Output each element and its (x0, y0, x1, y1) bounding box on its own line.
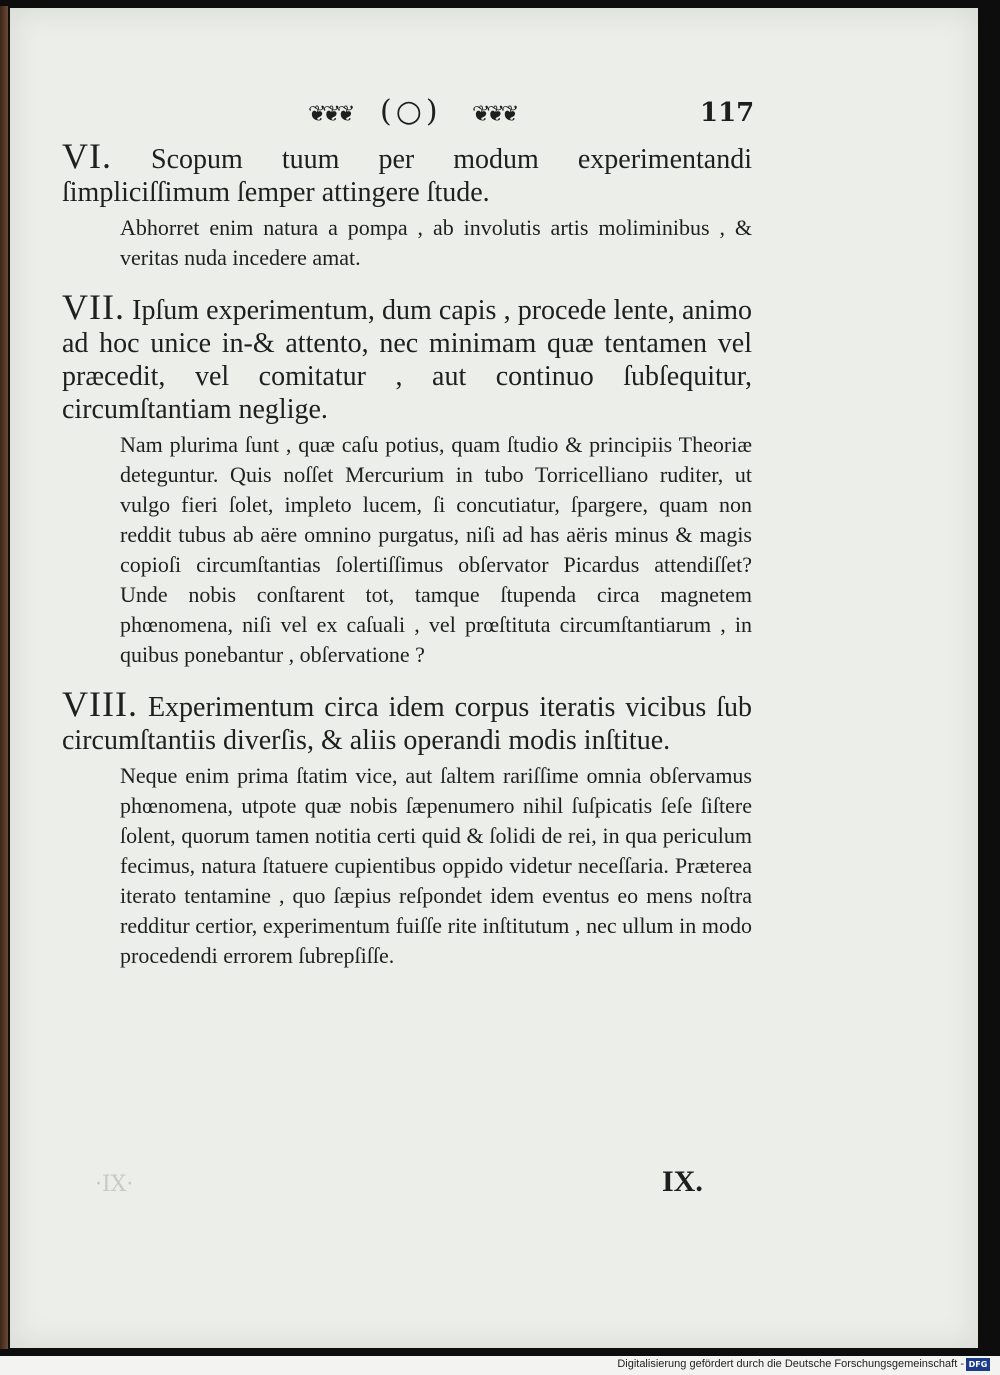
rule-heading-text: Experimentum circa idem corpus iteratis vicibus ſub circumſtantiis diverſis, & aliis operandi modis inſtitue. (62, 692, 753, 756)
rule-commentary: Nam plurima ſunt , quæ caſu potius, quam ſtudio & principiis Theoriæ deteguntur. Quis noſſet Mercurium in tubo Torricelliano ruditer, ut vulgo fieri ſolet, impleto lucem, ſi concutiatur, ſpargere, quam non reddit tubus ab aëre omnino purgatus, niſi ad has aëris minus & magis copioſi circumſtantias ſolertiſſimus obſervator Picardus attendiſſet? Unde nobis conſtarent tot, tamque ſtupenda circa magnetem phœnomena, niſi vel ex caſuali , vel prœſtituta circumſtantiarum , in quibus ponebantur , obſervatione ? (120, 432, 752, 667)
rule-heading (62, 287, 752, 426)
book-edge (0, 6, 8, 1349)
rule-number: VI. (62, 136, 112, 176)
header-mark: (○) (380, 94, 442, 129)
rule-viii (62, 684, 753, 971)
faint-bleed-through: ·IX· (95, 1172, 134, 1197)
dfg-logo: DFG (966, 1358, 990, 1371)
running-header (300, 94, 755, 130)
rule-number: VIII. (62, 684, 138, 724)
digitization-credit: Digitalisierung gefördert durch die Deutsche Forschungsgemeinschaft - (617, 1358, 964, 1370)
rule-number: VII. (62, 287, 125, 327)
page-body (62, 136, 753, 989)
rule-heading-text: Ipſum experimentum, dum capis , procede lente, animo ad hoc unice in-& attento, nec minimam quæ tentamen vel præcedit, vel comitatur , aut continuo ſubſequitur, circumſtantiam neglige. (62, 295, 752, 425)
rule-commentary: Abhorret enim natura a pompa , ab involutis artis moliminibus , & veritas nuda incedere amat. (120, 215, 752, 270)
rule-vi (62, 136, 752, 273)
rule-commentary: Neque enim prima ſtatim vice, aut ſaltem rariſſime omnia obſervamus phœnomena, utpote quæ nobis ſæpenumero nihil ſuſpicatis ſeſe ſiſtere ſolent, quorum tamen notitia certi quid & ſolidi de rei, in qua periculum fecimus, natura ſtatuere cupientibus oppido videtur neceſſaria. Præterea iterato tentamine , quo ſæpius reſpondet idem eventus eo mens noſtra redditur certior, experimentum fuiſſe rite inſtitutum , nec ullum in modo procedendi errorem ſubrepſiſſe. (120, 763, 752, 968)
rule-heading (62, 684, 753, 757)
rule-vii (62, 287, 752, 670)
catchword: IX. (662, 1165, 703, 1198)
left-ornament-icon: ❦❦❦ (308, 102, 352, 127)
rule-heading (62, 136, 752, 209)
rule-heading-text: Scopum tuum per modum experimentandi ſimpliciſſimum ſemper attingere ſtude. (62, 144, 752, 208)
right-ornament-icon: ❦❦❦ (472, 102, 516, 127)
page-number: 117 (700, 98, 755, 128)
